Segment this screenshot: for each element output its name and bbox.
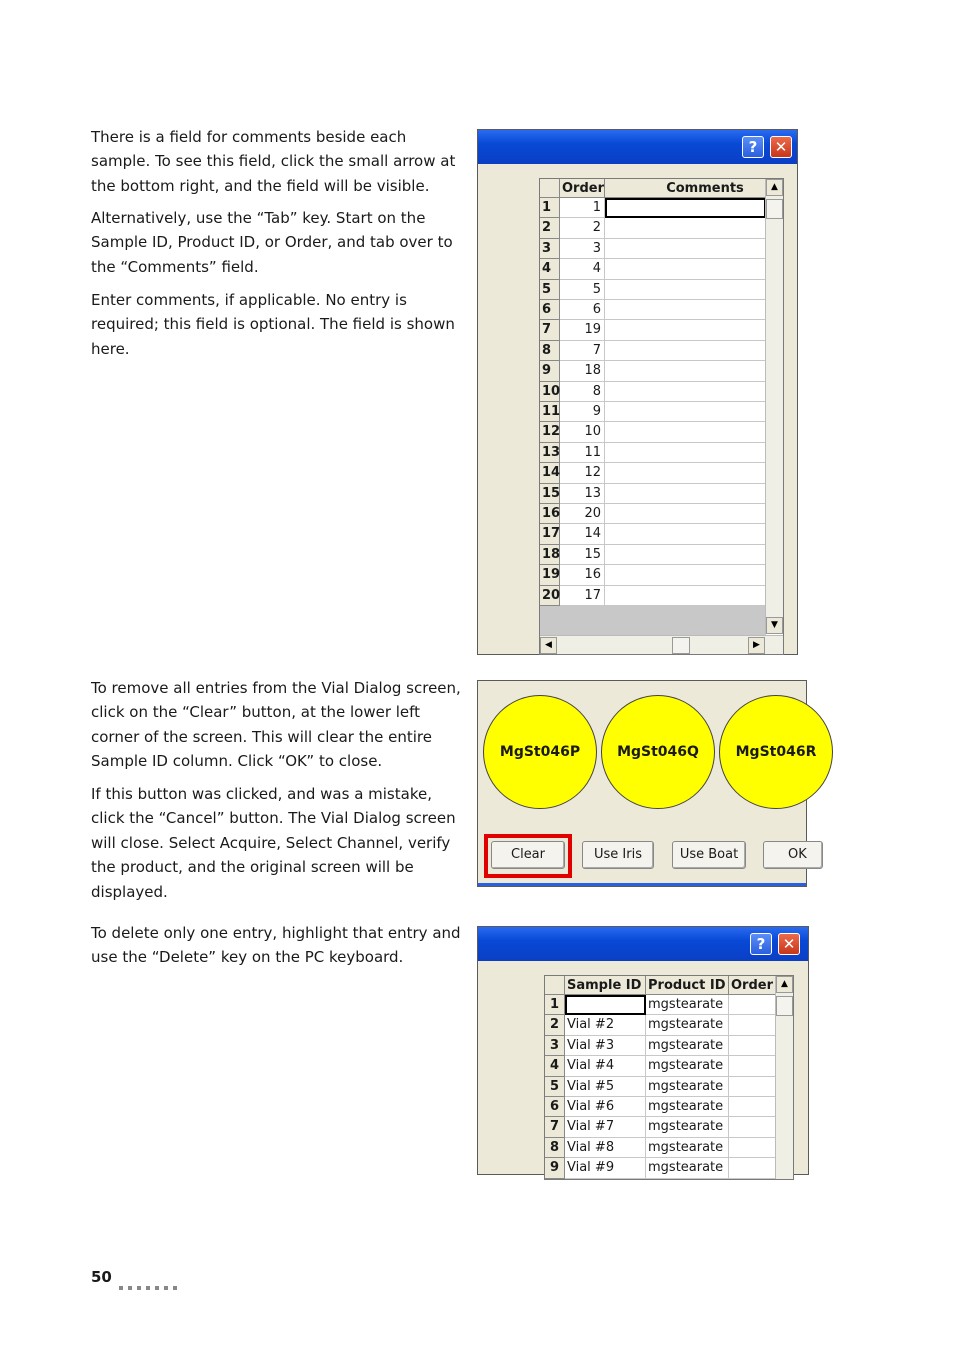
row-number: 5 — [545, 1077, 565, 1097]
order-cell[interactable] — [729, 1117, 777, 1137]
footer-dots — [119, 1275, 182, 1294]
row-number: 6 — [540, 300, 560, 320]
row-number: 8 — [540, 341, 560, 361]
close-icon-2[interactable]: ✕ — [778, 933, 800, 955]
order-cell[interactable]: 17 — [560, 586, 605, 606]
row-number: 1 — [545, 995, 565, 1015]
order-cell[interactable] — [729, 1138, 777, 1158]
paragraph-clear-button: To remove all entries from the Vial Dialog screen, click on the “Clear” button, at the lower left corner of the screen. This will clear the entire Sample ID column. Click “OK” to close. — [91, 679, 461, 771]
order-cell[interactable]: 12 — [560, 463, 605, 483]
comments-cell[interactable] — [605, 545, 766, 565]
close-icon[interactable]: ✕ — [770, 136, 792, 158]
table-row[interactable] — [545, 995, 777, 1015]
table-row[interactable] — [540, 218, 766, 238]
row-number: 19 — [540, 565, 560, 585]
sample-id-cell[interactable]: Vial #5 — [565, 1077, 646, 1097]
paragraph-tab-key: Alternatively, use the “Tab” key. Start on the Sample ID, Product ID, or Order, and tab over to the “Comments” field. — [91, 209, 453, 276]
sample-id-cell[interactable]: Vial #3 — [565, 1036, 646, 1056]
table-row[interactable] — [545, 1056, 777, 1076]
grid-corner-header-2 — [545, 976, 565, 995]
sample-id-cell[interactable]: Vial #4 — [565, 1056, 646, 1076]
row-number: 1 — [540, 198, 560, 218]
comments-cell[interactable] — [605, 198, 766, 218]
table-row[interactable] — [545, 1138, 777, 1158]
paragraph-optional-entry: Enter comments, if applicable. No entry is required; this field is optional. The field is shown here. — [91, 291, 455, 358]
sample-id-cell[interactable]: Vial #2 — [565, 1015, 646, 1035]
table-row[interactable] — [545, 1158, 777, 1178]
order-cell[interactable] — [729, 1056, 777, 1076]
order-cell[interactable]: 2 — [560, 218, 605, 238]
table-row[interactable] — [540, 545, 766, 565]
sample-id-cell[interactable]: Vial #7 — [565, 1117, 646, 1137]
dialog-bottom-border — [478, 883, 806, 886]
help-icon-2[interactable]: ? — [750, 933, 772, 955]
comments-cell[interactable] — [605, 320, 766, 340]
order-cell[interactable]: 13 — [560, 484, 605, 504]
table-row[interactable] — [540, 259, 766, 279]
table-row[interactable] — [540, 341, 766, 361]
comments-cell[interactable] — [605, 524, 766, 544]
table-row[interactable] — [540, 402, 766, 422]
order-cell[interactable]: 1 — [560, 198, 605, 218]
scroll-thumb[interactable] — [766, 199, 783, 219]
comments-cell[interactable] — [605, 402, 766, 422]
clear-button[interactable]: Clear — [491, 841, 565, 869]
table-row[interactable] — [540, 484, 766, 504]
comments-cell[interactable] — [605, 443, 766, 463]
table-row[interactable] — [540, 565, 766, 585]
dialog-titlebar-2 — [478, 927, 808, 961]
vertical-scrollbar[interactable] — [765, 179, 783, 634]
product-id-cell[interactable]: mgstearate — [646, 1077, 729, 1097]
table-row[interactable] — [540, 300, 766, 320]
comments-cell[interactable] — [605, 484, 766, 504]
row-number: 5 — [540, 280, 560, 300]
order-cell[interactable]: 3 — [560, 239, 605, 259]
order-cell[interactable]: 6 — [560, 300, 605, 320]
grid-empty-area — [540, 606, 766, 636]
paragraph-comments-field: There is a field for comments beside each sample. To see this field, click the small arrow at the bottom right, and the field will be visible. — [91, 128, 456, 195]
row-number: 4 — [545, 1056, 565, 1076]
vial-circle-r[interactable]: MgSt046R — [719, 695, 833, 809]
order-cell[interactable]: 16 — [560, 565, 605, 585]
table-row[interactable] — [540, 320, 766, 340]
order-cell[interactable] — [729, 1097, 777, 1117]
row-number: 20 — [540, 586, 560, 606]
order-cell[interactable]: 9 — [560, 402, 605, 422]
comments-cell[interactable] — [605, 382, 766, 402]
order-cell[interactable]: 10 — [560, 422, 605, 442]
row-number: 9 — [545, 1158, 565, 1178]
comments-cell[interactable] — [605, 565, 766, 585]
product-id-column-header[interactable]: Product ID — [646, 976, 729, 995]
scroll-down-arrow-icon[interactable]: ▼ — [766, 617, 783, 634]
table-row[interactable] — [540, 504, 766, 524]
table-row[interactable] — [545, 1036, 777, 1056]
row-number: 14 — [540, 463, 560, 483]
comments-cell[interactable] — [605, 239, 766, 259]
product-id-cell[interactable]: mgstearate — [646, 1036, 729, 1056]
row-number: 2 — [540, 218, 560, 238]
order-cell[interactable] — [729, 995, 777, 1015]
table-row[interactable] — [545, 1117, 777, 1137]
paragraph-delete-entry: To delete only one entry, highlight that entry and use the “Delete” key on the PC keyboard. — [91, 924, 461, 967]
product-id-cell[interactable]: mgstearate — [646, 995, 729, 1015]
comments-column-header[interactable]: Comments — [605, 179, 766, 198]
order-cell[interactable]: 19 — [560, 320, 605, 340]
row-number: 7 — [540, 320, 560, 340]
row-number: 15 — [540, 484, 560, 504]
row-number: 10 — [540, 382, 560, 402]
product-id-cell[interactable]: mgstearate — [646, 1138, 729, 1158]
order-cell[interactable]: 7 — [560, 341, 605, 361]
vertical-scrollbar-2[interactable] — [775, 976, 793, 1179]
scroll-thumb-2[interactable] — [776, 996, 793, 1016]
horizontal-scroll-thumb[interactable] — [672, 637, 690, 654]
order-comments-grid — [539, 178, 784, 655]
order-cell[interactable] — [729, 1077, 777, 1097]
comments-cell[interactable] — [605, 218, 766, 238]
table-row[interactable] — [545, 1077, 777, 1097]
order-cell[interactable] — [729, 1015, 777, 1035]
order-cell[interactable]: 15 — [560, 545, 605, 565]
row-number: 7 — [545, 1117, 565, 1137]
row-number: 13 — [540, 443, 560, 463]
vial-dialog-screenshot — [477, 680, 817, 887]
comments-cell[interactable] — [605, 463, 766, 483]
row-number: 6 — [545, 1097, 565, 1117]
row-number: 2 — [545, 1015, 565, 1035]
order-cell[interactable]: 5 — [560, 280, 605, 300]
row-number: 4 — [540, 259, 560, 279]
horizontal-scrollbar[interactable] — [540, 635, 783, 654]
table-row[interactable] — [545, 1015, 777, 1035]
row-number: 8 — [545, 1138, 565, 1158]
sample-id-cell[interactable]: Vial #6 — [565, 1097, 646, 1117]
row-number: 18 — [540, 545, 560, 565]
product-id-cell[interactable]: mgstearate — [646, 1015, 729, 1035]
table-row[interactable] — [540, 361, 766, 381]
row-number: 9 — [540, 361, 560, 381]
table-row[interactable] — [540, 239, 766, 259]
comments-cell[interactable] — [605, 586, 766, 606]
comments-cell[interactable] — [605, 504, 766, 524]
row-number: 17 — [540, 524, 560, 544]
row-number: 3 — [545, 1036, 565, 1056]
help-icon[interactable]: ? — [742, 136, 764, 158]
order-cell[interactable]: 20 — [560, 504, 605, 524]
table-row[interactable] — [545, 1097, 777, 1117]
table-row[interactable] — [540, 280, 766, 300]
table-row[interactable] — [540, 422, 766, 442]
table-row[interactable] — [540, 463, 766, 483]
order-cell[interactable] — [729, 1036, 777, 1056]
sample-product-grid — [544, 975, 794, 1180]
table-row[interactable] — [540, 443, 766, 463]
order-column-header[interactable]: Order — [562, 181, 604, 196]
comments-cell[interactable] — [605, 280, 766, 300]
use-iris-button[interactable]: Use Iris — [582, 841, 654, 869]
scroll-up-arrow-icon-2[interactable]: ▲ — [776, 976, 793, 993]
order-cell[interactable]: 11 — [560, 443, 605, 463]
scroll-left-arrow-icon[interactable]: ◀ — [540, 637, 557, 654]
page-number: 50 — [91, 1268, 112, 1286]
order-cell[interactable]: 18 — [560, 361, 605, 381]
product-id-cell[interactable]: mgstearate — [646, 1158, 729, 1178]
row-number: 16 — [540, 504, 560, 524]
comments-cell[interactable] — [605, 361, 766, 381]
order-cell[interactable]: 4 — [560, 259, 605, 279]
order-cell[interactable]: 8 — [560, 382, 605, 402]
product-id-cell[interactable]: mgstearate — [646, 1117, 729, 1137]
order-column-header-2[interactable]: Order — [729, 976, 777, 995]
ok-button[interactable]: OK — [763, 841, 823, 869]
table-row[interactable] — [540, 382, 766, 402]
comments-cell[interactable] — [605, 300, 766, 320]
comments-cell[interactable] — [605, 259, 766, 279]
order-cell[interactable] — [729, 1158, 777, 1178]
comments-cell[interactable] — [605, 422, 766, 442]
paragraph-cancel-button: If this button was clicked, and was a mistake, click the “Cancel” button. The Vial Dialog screen will close. Select Acquire, Select Channel, verify the product, and the original screen will be displayed. — [91, 785, 456, 901]
use-boat-button[interactable]: Use Boat — [672, 841, 746, 869]
scroll-right-arrow-icon[interactable]: ▶ — [748, 637, 765, 654]
sample-id-column-header[interactable]: Sample ID — [565, 976, 646, 995]
comments-dialog-screenshot — [477, 129, 798, 655]
order-cell[interactable]: 14 — [560, 524, 605, 544]
row-number: 11 — [540, 402, 560, 422]
sample-id-cell[interactable]: Vial #9 — [565, 1158, 646, 1178]
table-row[interactable] — [540, 198, 766, 218]
sample-id-cell[interactable]: Vial #8 — [565, 1138, 646, 1158]
table-row[interactable] — [540, 586, 766, 606]
dialog-titlebar — [478, 130, 797, 164]
sample-id-cell[interactable] — [565, 995, 646, 1015]
row-number: 3 — [540, 239, 560, 259]
comments-cell[interactable] — [605, 341, 766, 361]
scroll-up-arrow-icon[interactable]: ▲ — [766, 179, 783, 196]
grid-corner-header — [540, 179, 560, 198]
product-id-cell[interactable]: mgstearate — [646, 1056, 729, 1076]
row-number: 12 — [540, 422, 560, 442]
product-id-cell[interactable]: mgstearate — [646, 1097, 729, 1117]
table-row[interactable] — [540, 524, 766, 544]
vial-circle-q[interactable]: MgSt046Q — [601, 695, 715, 809]
vial-circle-p[interactable]: MgSt046P — [483, 695, 597, 809]
sample-grid-screenshot — [477, 926, 809, 1175]
